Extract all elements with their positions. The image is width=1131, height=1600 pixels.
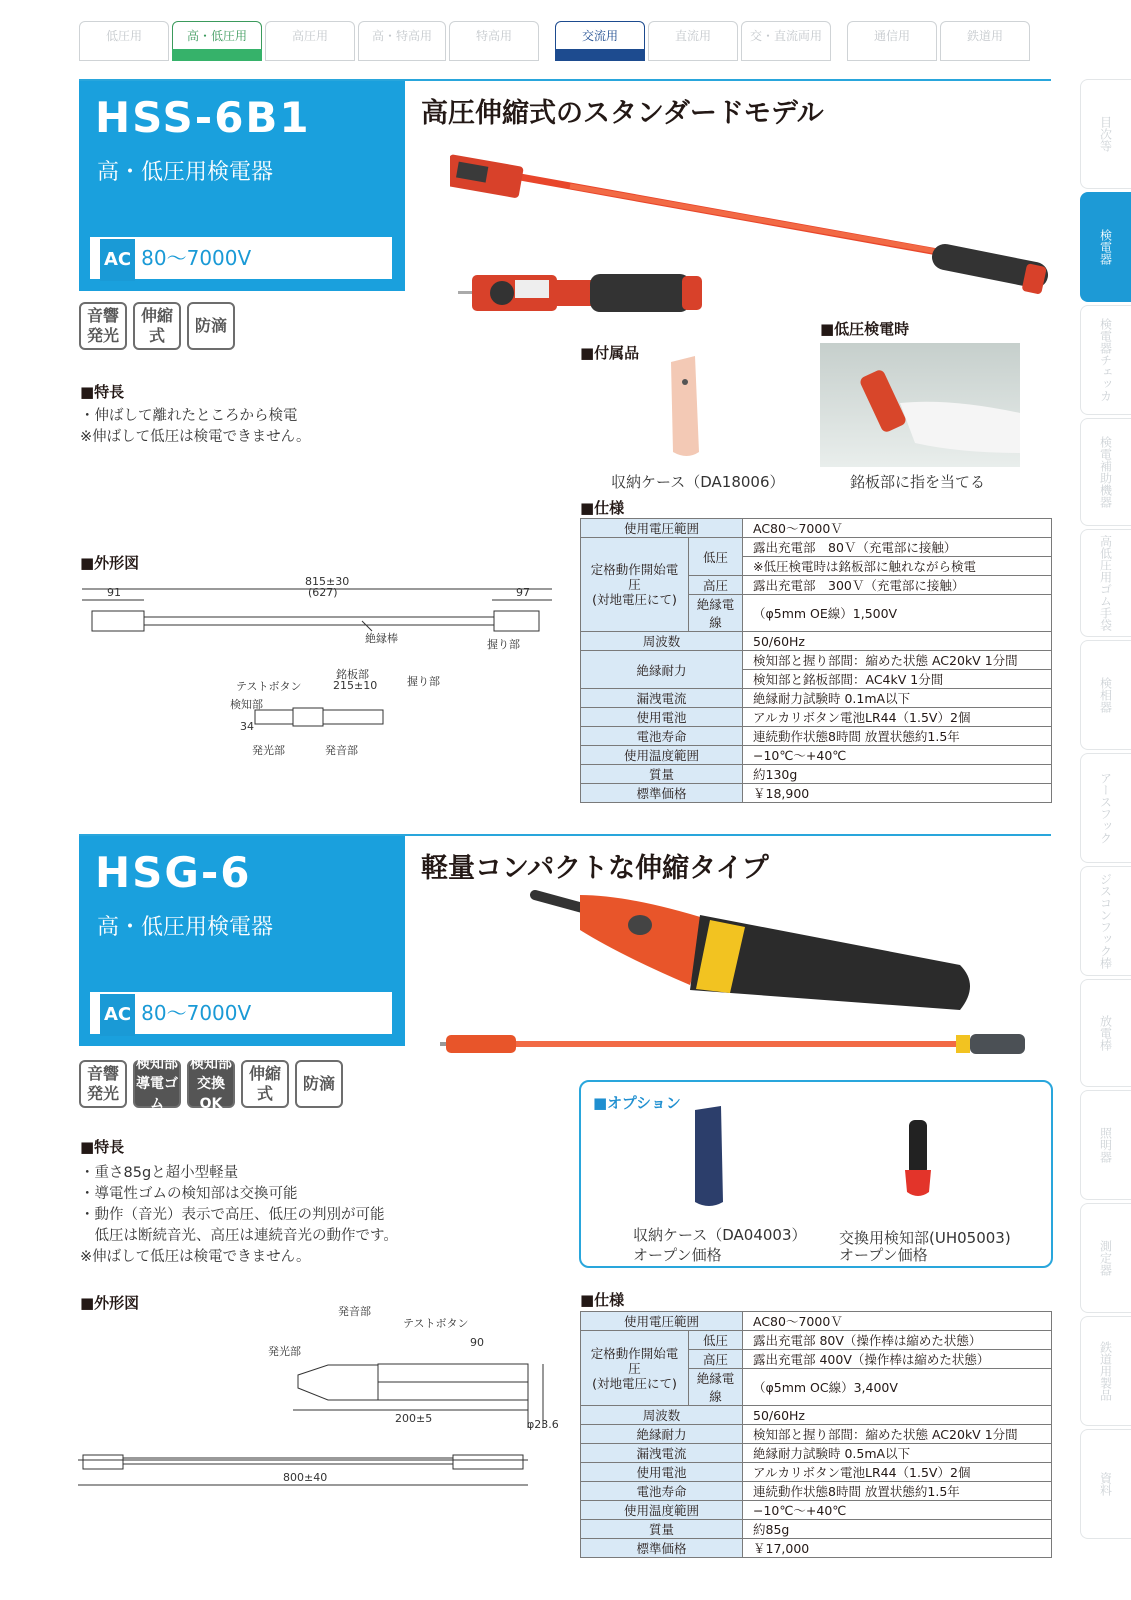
product-header-box xyxy=(79,81,405,291)
low-voltage-caption: 銘板部に指を当てる xyxy=(850,473,986,491)
side-tab-lighting[interactable]: 照明器 xyxy=(1080,1090,1131,1200)
option1-price: オープン価格 xyxy=(633,1246,722,1264)
badge-sound-light: 音響 発光 xyxy=(79,1060,127,1108)
badge-drip-proof: 防滴 xyxy=(187,302,235,350)
voltage-range xyxy=(90,237,392,279)
feature-item: 低圧は断続音光、高圧は連続音光の動作です。 xyxy=(80,1228,398,1244)
side-tab-discharge[interactable]: 放電棒 xyxy=(1080,979,1131,1087)
spec-row: 標準価格 ￥17,000 xyxy=(581,1539,1052,1558)
option2-name: 交換用検知部(UH05003) xyxy=(839,1229,1011,1247)
feature-note: ※伸ばして低圧は検電できません。 xyxy=(80,1249,311,1265)
label-grip-detail: 握り部 xyxy=(407,675,440,688)
product-image-hsg6 xyxy=(440,885,1060,1070)
badge-sound-light: 音響 発光 xyxy=(79,302,127,350)
tab-high-voltage[interactable]: 高圧用 xyxy=(265,21,355,61)
ac-badge: AC xyxy=(100,239,135,281)
dim-left: 91 xyxy=(107,586,121,599)
dim-nameplate: 215±10 xyxy=(333,679,378,692)
spec-row: 絶縁電線 （φ5mm OC線）3,400V xyxy=(581,1369,1052,1406)
spec-row: 標準価格 ￥18,900 xyxy=(581,784,1052,803)
model-name: HSS-6B1 xyxy=(95,93,311,142)
badge-conductive-rubber: 検知部 導電ゴム xyxy=(133,1060,181,1108)
tab-high-extra-high[interactable]: 高・特高用 xyxy=(358,21,446,61)
side-tab-discon[interactable]: ジスコンフック棒 xyxy=(1080,866,1131,976)
spec-row: 質量 約85g xyxy=(581,1520,1052,1539)
dim-right: 97 xyxy=(516,586,530,599)
ac-badge: AC xyxy=(100,994,135,1036)
label-sound: 発音部 xyxy=(325,744,358,757)
dim-total: 815±30 xyxy=(305,575,350,588)
spec-row: ※低圧検電時は銘板部に触れながら検電 xyxy=(581,557,1052,576)
outline-drawing-hss6b1 xyxy=(82,575,562,765)
spec-row: 使用電圧範囲 AC80〜7000Ｖ xyxy=(581,1312,1052,1331)
features-heading: ■特長 xyxy=(80,1138,125,1156)
option2-price: オープン価格 xyxy=(839,1246,928,1264)
outline-heading: ■外形図 xyxy=(80,554,140,572)
accessory-caption: 収納ケース（DA18006） xyxy=(611,473,785,491)
side-tab-detectors[interactable]: 検電器 xyxy=(1080,192,1131,302)
side-tab-docs[interactable]: 資料 xyxy=(1080,1429,1131,1539)
label-light: 発光部 xyxy=(252,744,285,757)
dim-800: 800±40 xyxy=(283,1471,328,1484)
label-rod: 絶縁棒 xyxy=(365,632,398,645)
spec-row: 定格動作開始電圧 (対地電圧にて) 低圧 露出充電部 80Ｖ（充電部に接触） xyxy=(581,538,1052,557)
product-header-box xyxy=(79,836,405,1046)
spec-row: 絶縁耐力 検知部と握り部間：縮めた状態 AC20kV 1分間 xyxy=(581,1425,1052,1444)
spec-row: 使用電圧範囲 AC80〜7000Ｖ xyxy=(581,519,1052,538)
tab-high-low-voltage[interactable]: 高・低圧用 xyxy=(172,21,262,61)
dim-90: 90 xyxy=(470,1336,484,1349)
range-text: 80〜7000V xyxy=(141,246,252,270)
outline-heading: ■外形図 xyxy=(80,1294,140,1312)
voltage-range xyxy=(90,992,392,1034)
spec-row: 使用温度範囲 −10℃〜+40℃ xyxy=(581,746,1052,765)
dim-total-retracted: (627) xyxy=(308,586,338,599)
label-test-button: テストボタン xyxy=(236,680,302,693)
spec-row: 質量 約130g xyxy=(581,765,1052,784)
low-voltage-heading: ■低圧検電時 xyxy=(820,320,910,338)
product-headline: 軽量コンパクトな伸縮タイプ xyxy=(421,853,769,884)
product-subtitle: 高・低圧用検電器 xyxy=(97,160,274,185)
badge-replaceable: 検知部 交換OK xyxy=(187,1060,235,1108)
spec-row: 電池寿命 連続動作状態8時間 放置状態約1.5年 xyxy=(581,1482,1052,1501)
feature-item: ・動作（音光）表示で高圧、低圧の判別が可能 xyxy=(80,1207,385,1223)
tab-ac-dc[interactable]: 交・直流両用 xyxy=(741,21,831,61)
dim-height: 34 xyxy=(240,720,254,733)
spec-row: 周波数 50/60Hz xyxy=(581,1406,1052,1425)
spec-row: 使用温度範囲 −10℃〜+40℃ xyxy=(581,1501,1052,1520)
badge-telescopic: 伸縮式 xyxy=(241,1060,289,1108)
dim-200: 200±5 xyxy=(395,1412,433,1425)
tab-low-voltage[interactable]: 低圧用 xyxy=(79,21,169,61)
label-sound: 発音部 xyxy=(338,1305,371,1318)
side-tab-checker[interactable]: 検電器チェッカ xyxy=(1080,305,1131,415)
product-image-hss6b1 xyxy=(450,150,1060,330)
tab-ac[interactable]: 交流用 xyxy=(555,21,645,61)
spec-row: 定格動作開始電圧 (対地電圧にて) 低圧 露出充電部 80V（操作棒は縮めた状態） xyxy=(581,1331,1052,1350)
side-tab-phase[interactable]: 検相器 xyxy=(1080,640,1131,750)
replacement-detector-image xyxy=(899,1120,939,1210)
product-subtitle: 高・低圧用検電器 xyxy=(97,915,274,940)
side-tab-contents[interactable]: 目次等 xyxy=(1080,79,1131,189)
side-tab-earth[interactable]: アースフック xyxy=(1080,753,1131,863)
dim-diameter: φ23.6 xyxy=(527,1418,559,1431)
outline-drawing-hsg6 xyxy=(78,1300,558,1500)
spec-heading: ■仕様 xyxy=(580,499,625,517)
badge-drip-proof: 防滴 xyxy=(295,1060,343,1108)
spec-table xyxy=(580,518,1052,803)
tab-extra-high[interactable]: 特高用 xyxy=(449,21,539,61)
label-test-button: テストボタン xyxy=(403,1317,469,1330)
spec-row: 絶縁耐力 検知部と握り部間：縮めた状態 AC20kV 1分間 xyxy=(581,651,1052,670)
options-heading: ■オプション xyxy=(593,1094,681,1112)
spec-row: 絶縁電線 （φ5mm OE線）1,500V xyxy=(581,595,1052,632)
label-grip: 握り部 xyxy=(487,638,520,651)
side-tab-railway[interactable]: 鉄道用製品 xyxy=(1080,1316,1131,1426)
label-detector: 検知部 xyxy=(230,698,263,711)
tab-railway[interactable]: 鉄道用 xyxy=(940,21,1030,61)
feature-note: ※伸ばして低圧は検電できません。 xyxy=(80,429,311,445)
model-name: HSG-6 xyxy=(95,848,252,897)
tab-telecom[interactable]: 通信用 xyxy=(847,21,937,61)
range-text: 80〜7000V xyxy=(141,1001,252,1025)
accessory-heading: ■付属品 xyxy=(580,344,640,362)
product-headline: 高圧伸縮式のスタンダードモデル xyxy=(421,98,824,129)
storage-case-image xyxy=(665,352,705,462)
spec-row: 使用電池 アルカリボタン電池LR44（1.5V）2個 xyxy=(581,708,1052,727)
spec-table xyxy=(580,1311,1052,1558)
spec-row: 使用電池 アルカリボタン電池LR44（1.5V）2個 xyxy=(581,1463,1052,1482)
side-tab-meters[interactable]: 測定器 xyxy=(1080,1203,1131,1313)
badge-telescopic: 伸縮式 xyxy=(133,302,181,350)
option1-name: 収納ケース（DA04003） xyxy=(633,1226,807,1244)
feature-item: ・伸ばして離れたところから検電 xyxy=(80,408,298,424)
features-heading: ■特長 xyxy=(80,383,125,401)
spec-row: 電池寿命 連続動作状態8時間 放置状態約1.5年 xyxy=(581,727,1052,746)
spec-row: 周波数 50/60Hz xyxy=(581,632,1052,651)
storage-case-image xyxy=(689,1102,729,1212)
label-nameplate: 銘板部 xyxy=(336,668,369,681)
spec-row: 検知部と銘板部間：AC4kV 1分間 xyxy=(581,670,1052,689)
spec-row: 高圧 露出充電部 300Ｖ（充電部に接触） xyxy=(581,576,1052,595)
tab-dc[interactable]: 直流用 xyxy=(648,21,738,61)
options-box xyxy=(579,1080,1053,1268)
spec-heading: ■仕様 xyxy=(580,1291,625,1309)
side-tab-gloves[interactable]: 高低圧用ゴム手袋 xyxy=(1080,529,1131,637)
low-voltage-photo xyxy=(820,343,1020,467)
side-tab-aux[interactable]: 検電補助機器 xyxy=(1080,418,1131,526)
spec-row: 高圧 露出充電部 400V（操作棒は縮めた状態） xyxy=(581,1350,1052,1369)
feature-item: ・重さ85gと超小型軽量 xyxy=(80,1165,239,1181)
label-light: 発光部 xyxy=(268,1345,301,1358)
spec-row: 漏洩電流 絶縁耐力試験時 0.1mA以下 xyxy=(581,689,1052,708)
feature-item: ・導電性ゴムの検知部は交換可能 xyxy=(80,1186,298,1202)
spec-row: 漏洩電流 絶縁耐力試験時 0.5mA以下 xyxy=(581,1444,1052,1463)
